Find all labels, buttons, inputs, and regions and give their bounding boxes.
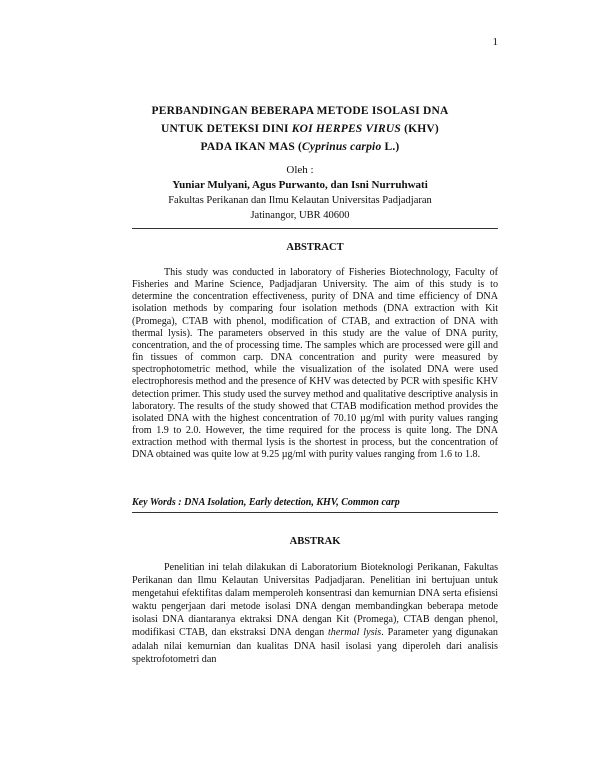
abstract-text: This study was conducted in laboratory of Fisheries Biotechnology, Faculty of Fisheries and Marine Science, Padjadjaran University. The aim of this study is to determine the concentration effectiveness, purity of DNA and time efficiency of DNA isolation methods by comparing four isolation methods (DNA extraction with Kit (Promega), CTAB with phenol, modification of CTAB, and extraction of DNA with thermal lysis). The parameters observed in this study are the value of DNA purity, concentration, and the of processing time. The samples which are processed were gill and fin tissues of common carp. DNA concentration and purity were measured by spectrophotometric method, while the visualization of the isolated DNA were used electrophoresis method and the presence of KHV was detected by PCR with spesific KHV detection primer. This study used the survey method and qualitative descriptive analysis in laboratory. The results of the study showed that CTAB modification method provides the isolated DNA with the highest concentration of 70.10 µg/ml with purity values ranging from 1.9 to 2.0. However, the time required for the process is quite long. The DNA extraction method with thermal lysis is the shortest in process, but the concentration of DNA obtained was quite low at 9.25 µg/ml with purity values ranging from 1.6 to 1.8. [132, 267, 498, 461]
title-line-2-prefix: UNTUK DETEKSI DINI [161, 123, 292, 135]
title-line-2 [100, 120, 500, 138]
divider-keywords [132, 512, 498, 513]
title-line-2-suffix: (KHV) [401, 123, 439, 135]
abstract-paragraph [132, 267, 498, 462]
title-line-1: PERBANDINGAN BEBERAPA METODE ISOLASI DNA [151, 105, 449, 117]
abstrak-text-1: Penelitian ini telah dilakukan di Laboratorium Bioteknologi Perikanan, Fakultas Perikanan dan Ilmu Kelautan Universitas Padjadjaran. Penelitian ini bertujuan untuk mengetahui efektifitas dalam memperoleh konsentrasi dan kemurnian DNA serta efisiensi waktu pengerjaan dari metode isolasi DNA dengan membandingkan beberapa metode isolasi DNA diantaranya ektraksi DNA dengan Kit (Promega), CTAB dengan phenol, modifikasi CTAB, dan ekstraksi DNA dengan [132, 562, 498, 639]
title-species-name: Cyprinus carpio [302, 141, 382, 153]
abstract-heading: ABSTRACT [286, 242, 344, 253]
divider-top [132, 228, 498, 229]
byline-label: Oleh : [286, 164, 314, 176]
abstrak-paragraph [132, 561, 498, 666]
abstrak-heading: ABSTRAK [289, 536, 341, 547]
title-line-3 [100, 138, 500, 156]
author-list: Yuniar Mulyani, Agus Purwanto, dan Isni Nurruhwati [172, 179, 428, 191]
affiliation-block [100, 193, 500, 223]
abstrak-italic-term: thermal lysis [328, 627, 382, 639]
address: Jatinangor, UBR 40600 [250, 210, 350, 221]
title-virus-name: KOI HERPES VIRUS [291, 123, 401, 135]
title-line-3-suffix: L.) [381, 141, 400, 153]
affiliation: Fakultas Perikanan dan Ilmu Kelautan Universitas Padjadjaran [168, 195, 432, 206]
abstrak-text-2: . Parameter yang digunakan adalah nilai kemurnian dan kualitas DNA hasil isolasi yang diperoleh dari analisis spektrofotometri dan [132, 627, 498, 665]
title-line-3-prefix: PADA IKAN MAS ( [200, 141, 303, 153]
paper-title [100, 102, 500, 156]
keywords: Key Words : DNA Isolation, Early detection, KHV, Common carp [132, 497, 400, 508]
page-number: 1 [492, 36, 498, 48]
